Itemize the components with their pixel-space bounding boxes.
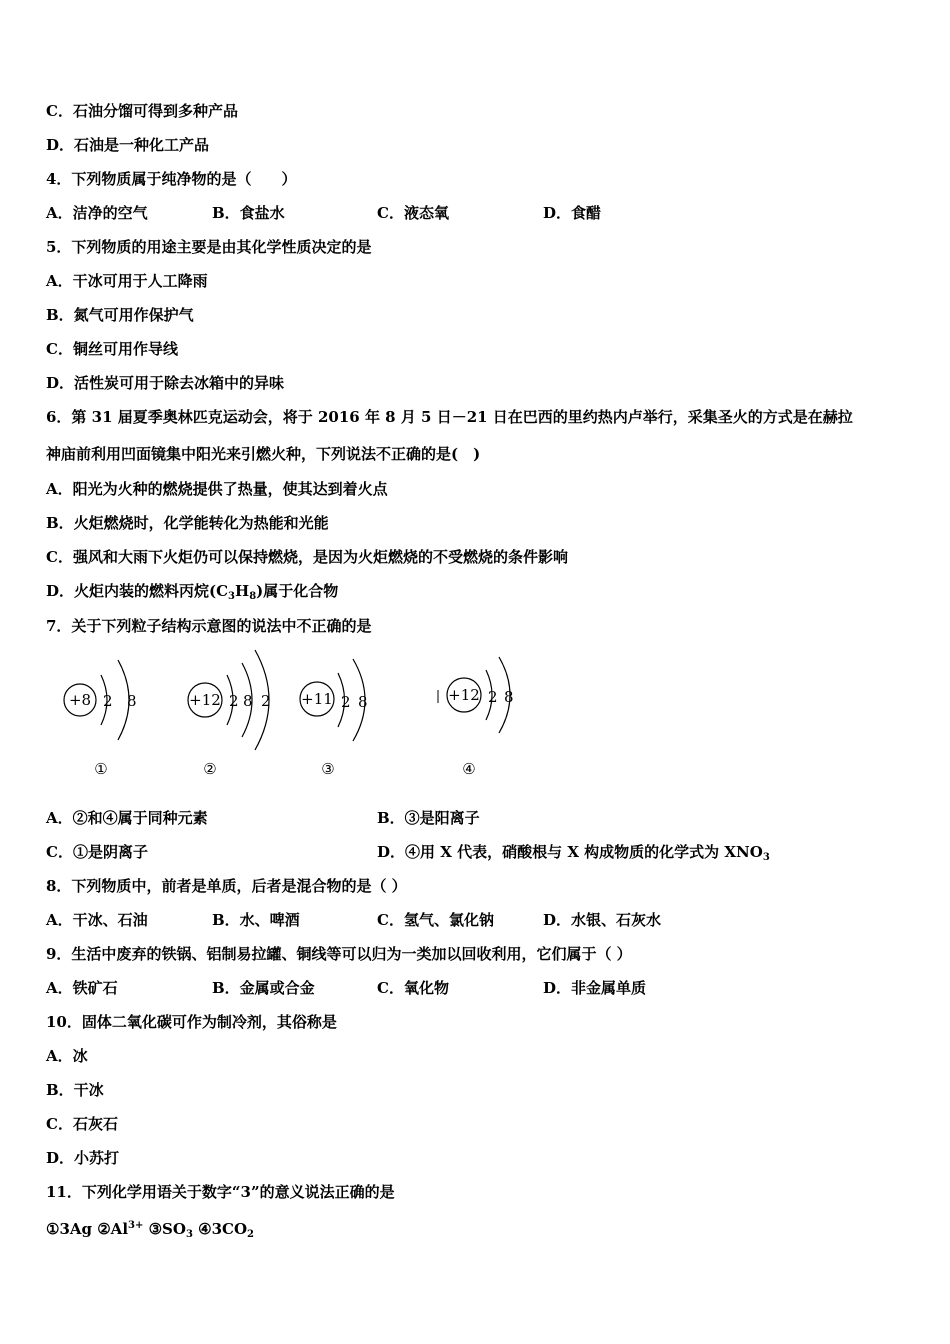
q6-option-d-sub2: 8 [249, 591, 257, 602]
q6-option-c: C．强风和大雨下火炬仍可以保持燃烧，是因为火炬燃烧的不受燃烧的条件影响 [46, 548, 568, 566]
q9-option-a: A．铁矿石 [46, 979, 118, 997]
particle-2-label: ② [203, 760, 217, 778]
q9-option-d: D．非金属单质 [543, 979, 647, 997]
q6-option-d [46, 581, 338, 607]
particle-4-shell-2-count: 8 [504, 688, 514, 706]
particle-structure-diagrams [55, 645, 535, 785]
q11-formula-3-sub: 2 [247, 1229, 255, 1240]
q5-option-c: C．铜丝可用作导线 [46, 340, 178, 358]
particle-3-shell-1-count: 2 [341, 693, 351, 711]
particle-3-label: ③ [321, 760, 335, 778]
q6-option-a: A．阳光为火种的燃烧提供了热量，使其达到着火点 [46, 480, 388, 498]
particle-2-shell-1-count: 2 [229, 692, 239, 710]
q10-option-d: D．小苏打 [46, 1149, 120, 1167]
particle-4-shell-1-count: 2 [488, 688, 498, 706]
q6-option-d-sub1: 3 [228, 591, 236, 602]
q4-stem: 4．下列物质属于纯净物的是（ ） [46, 170, 297, 188]
q4-option-a: A．洁净的空气 [46, 204, 148, 222]
q11-formula-1-sup: 3+ [128, 1220, 144, 1231]
q6-option-d-text: D．火炬内装的燃料丙烷(C [46, 582, 229, 600]
q7-option-b: B．③是阳离子 [377, 809, 480, 827]
particle-2-shell-2-count: 8 [243, 692, 253, 710]
q9-option-c: C．氧化物 [377, 979, 449, 997]
q6-option-b: B．火炬燃烧时，化学能转化为热能和光能 [46, 514, 329, 532]
q11-stem: 11．下列化学用语关于数字“3”的意义说法正确的是 [46, 1183, 395, 1201]
q7-option-d-sub: 3 [762, 852, 770, 863]
q6-stem-line1: 6．第 31 届夏季奥林匹克运动会，将于 2016 年 8 月 5 日－21 日在巴西的里约热内卢举行，采集圣火的方式是在赫拉 [46, 408, 853, 426]
q3-option-c: C．石油分馏可得到多种产品 [46, 102, 238, 120]
q10-stem: 10．固体二氧化碳可作为制冷剂，其俗称是 [46, 1013, 337, 1031]
particle-2-shell-3-count: 2 [261, 692, 271, 710]
q9-option-b: B．金属或合金 [212, 979, 315, 997]
q4-option-c: C．液态氧 [377, 204, 449, 222]
q11-formula-2: ③SO [143, 1220, 186, 1238]
q8-option-b: B．水、啤酒 [212, 911, 300, 929]
q8-option-a: A．干冰、石油 [46, 911, 148, 929]
q7-stem: 7．关于下列粒子结构示意图的说法中不正确的是 [46, 617, 372, 635]
q4-option-b: B．食盐水 [212, 204, 285, 222]
particle-4 [438, 657, 514, 778]
particle-4-nucleus: +12 [448, 686, 480, 704]
q10-option-c: C．石灰石 [46, 1115, 118, 1133]
q8-option-c: C．氢气、氯化钠 [377, 911, 494, 929]
q11-formula-1: ①3Ag ②Al [46, 1220, 129, 1238]
q6-option-d-end: )属于化合物 [256, 582, 339, 600]
particle-3 [300, 659, 368, 778]
particle-3-nucleus: +11 [301, 690, 333, 708]
q9-stem: 9．生活中废弃的铁锅、铝制易拉罐、铜线等可以归为一类加以回收利用，它们属于（ ） [46, 945, 632, 963]
q5-option-a: A．干冰可用于人工降雨 [46, 272, 208, 290]
particle-4-label: ④ [462, 760, 476, 778]
q5-stem: 5．下列物质的用途主要是由其化学性质决定的是 [46, 238, 372, 256]
q3-option-d: D．石油是一种化工产品 [46, 136, 210, 154]
particle-1 [64, 660, 137, 778]
particle-2 [188, 650, 271, 778]
particle-1-shell-2-count: 8 [127, 692, 137, 710]
q10-option-b: B．干冰 [46, 1081, 104, 1099]
q7-option-c: C．①是阴离子 [46, 843, 148, 861]
particle-1-label: ① [94, 760, 108, 778]
q5-option-b: B．氮气可用作保护气 [46, 306, 194, 324]
q7-option-d-text: D．④用 X 代表，硝酸根与 X 构成物质的化学式为 XNO [377, 843, 763, 861]
q11-formula-3: ④3CO [192, 1220, 248, 1238]
q7-option-d [377, 842, 770, 868]
q6-stem-line2: 神庙前利用凹面镜集中阳光来引燃火种，下列说法不正确的是( ) [46, 445, 481, 463]
q4-option-d: D．食醋 [543, 204, 602, 222]
q10-option-a: A．冰 [46, 1047, 88, 1065]
particle-2-nucleus: +12 [189, 691, 221, 709]
q5-option-d: D．活性炭可用于除去冰箱中的异味 [46, 374, 285, 392]
particle-1-shell-1-count: 2 [103, 692, 113, 710]
q7-option-a: A．②和④属于同种元素 [46, 809, 208, 827]
q11-formulas [46, 1216, 254, 1245]
particle-3-shell-2-count: 8 [358, 693, 368, 711]
q11-formula-2-sub: 3 [185, 1229, 193, 1240]
q8-stem: 8．下列物质中，前者是单质，后者是混合物的是（ ） [46, 877, 407, 895]
particle-1-nucleus: +8 [68, 691, 92, 709]
q6-option-d-mid: H [235, 582, 250, 600]
q8-option-d: D．水银、石灰水 [543, 911, 662, 929]
